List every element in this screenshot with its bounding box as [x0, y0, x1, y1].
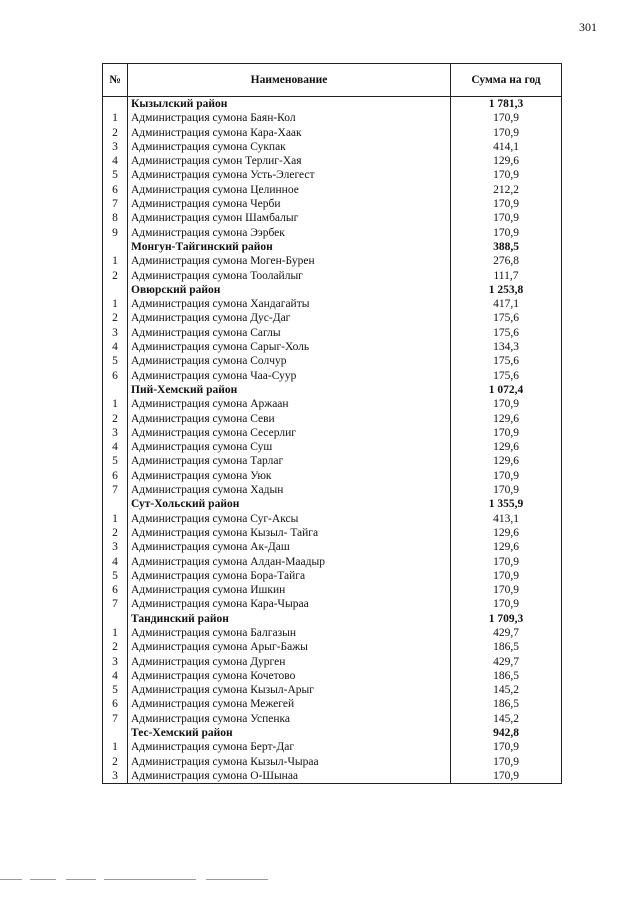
row-sum: 170,9: [451, 168, 562, 182]
row-name: Администрация сумона Балгазын: [128, 626, 451, 640]
row-number: 2: [103, 126, 128, 140]
row-name: Сут-Хольский район: [128, 497, 451, 511]
row-name: Администрация сумона Успенка: [128, 712, 451, 726]
row-sum: 1 709,3: [451, 612, 562, 626]
row-number: 4: [103, 440, 128, 454]
row-number: 1: [103, 626, 128, 640]
table-row: [103, 440, 562, 454]
table-row: [103, 597, 562, 611]
row-name: Администрация сумона Баян-Кол: [128, 111, 451, 125]
table-row: [103, 211, 562, 225]
table-row: [103, 626, 562, 640]
row-sum: 129,6: [451, 440, 562, 454]
row-number: 6: [103, 583, 128, 597]
row-name: Администрация сумона Суг-Аксы: [128, 512, 451, 526]
table-row: [103, 569, 562, 583]
row-name: Администрация сумона Тарлаг: [128, 454, 451, 468]
table-row: [103, 140, 562, 154]
row-name: Администрация сумона Кызыл-Чыраа: [128, 755, 451, 769]
row-sum: 129,6: [451, 154, 562, 168]
row-sum: 170,9: [451, 226, 562, 240]
row-sum: 186,5: [451, 697, 562, 711]
row-sum: 942,8: [451, 726, 562, 740]
row-sum: 170,9: [451, 555, 562, 569]
row-number: 2: [103, 269, 128, 283]
table-row: [103, 540, 562, 554]
row-number: 1: [103, 254, 128, 268]
row-number: 9: [103, 226, 128, 240]
row-name: Администрация сумона Суш: [128, 440, 451, 454]
header-row: [103, 64, 562, 97]
row-name: Кызылский район: [128, 97, 451, 112]
row-sum: 175,6: [451, 326, 562, 340]
row-number: 7: [103, 597, 128, 611]
row-sum: 170,9: [451, 483, 562, 497]
row-number: [103, 726, 128, 740]
row-name: Администрация сумон Терлиг-Хая: [128, 154, 451, 168]
district-row: [103, 383, 562, 397]
row-name: Администрация сумона Арыг-Бажы: [128, 640, 451, 654]
table-row: [103, 469, 562, 483]
row-name: Администрация сумона Берт-Даг: [128, 740, 451, 754]
row-name: Администрация сумона Сесерлиг: [128, 426, 451, 440]
row-number: 3: [103, 769, 128, 784]
row-name: Администрация сумона Черби: [128, 197, 451, 211]
row-name: Администрация сумона Хадын: [128, 483, 451, 497]
row-name: Администрация сумона Саглы: [128, 326, 451, 340]
table-row: [103, 311, 562, 325]
table-row: [103, 755, 562, 769]
district-row: [103, 283, 562, 297]
row-sum: 1 781,3: [451, 97, 562, 112]
row-number: [103, 240, 128, 254]
row-name: Администрация сумона Севи: [128, 412, 451, 426]
row-number: 3: [103, 540, 128, 554]
table-row: [103, 397, 562, 411]
row-number: [103, 383, 128, 397]
table-row: [103, 154, 562, 168]
table-row: [103, 555, 562, 569]
row-sum: 1 355,9: [451, 497, 562, 511]
row-name: Администрация сумона Ак-Даш: [128, 540, 451, 554]
row-number: 1: [103, 512, 128, 526]
page-number: 301: [579, 20, 597, 34]
table-row: [103, 297, 562, 311]
row-sum: 170,9: [451, 569, 562, 583]
row-number: 2: [103, 755, 128, 769]
row-number: 6: [103, 697, 128, 711]
row-name: Администрация сумона О-Шынаа: [128, 769, 451, 784]
row-number: 2: [103, 311, 128, 325]
row-name: Администрация сумона Кочетово: [128, 669, 451, 683]
header-number: №: [103, 64, 128, 97]
row-number: 7: [103, 712, 128, 726]
row-sum: 170,9: [451, 755, 562, 769]
table-row: [103, 655, 562, 669]
row-name: Администрация сумона Кызыл- Тайга: [128, 526, 451, 540]
row-name: Администрация сумона Сарыг-Холь: [128, 340, 451, 354]
row-sum: 129,6: [451, 540, 562, 554]
table-row: [103, 526, 562, 540]
row-name: Администрация сумона Сукпак: [128, 140, 451, 154]
row-sum: 129,6: [451, 454, 562, 468]
header-sum: Сумма на год: [451, 64, 562, 97]
row-sum: 276,8: [451, 254, 562, 268]
table-row: [103, 454, 562, 468]
row-number: 3: [103, 655, 128, 669]
row-sum: 170,9: [451, 583, 562, 597]
row-name: Администрация сумона Кара-Хаак: [128, 126, 451, 140]
row-sum: 388,5: [451, 240, 562, 254]
row-name: Администрация сумона Бора-Тайга: [128, 569, 451, 583]
row-sum: 129,6: [451, 412, 562, 426]
table-row: [103, 683, 562, 697]
scan-footer-line: [0, 879, 639, 881]
table-row: [103, 412, 562, 426]
row-number: 8: [103, 211, 128, 225]
table-row: [103, 512, 562, 526]
row-name: Администрация сумона Хандагайты: [128, 297, 451, 311]
row-number: 6: [103, 469, 128, 483]
row-name: Администрация сумона Межегей: [128, 697, 451, 711]
row-number: 4: [103, 154, 128, 168]
row-sum: 413,1: [451, 512, 562, 526]
row-number: 1: [103, 397, 128, 411]
row-sum: 429,7: [451, 626, 562, 640]
table-row: [103, 712, 562, 726]
district-row: [103, 497, 562, 511]
row-sum: 414,1: [451, 140, 562, 154]
row-name: Администрация сумона Уюк: [128, 469, 451, 483]
row-number: 7: [103, 197, 128, 211]
table-row: [103, 183, 562, 197]
row-sum: 175,6: [451, 311, 562, 325]
table-header: [103, 64, 562, 97]
table-row: [103, 254, 562, 268]
row-sum: 145,2: [451, 712, 562, 726]
table-row: [103, 269, 562, 283]
row-name: Монгун-Тайгинский район: [128, 240, 451, 254]
district-row: [103, 240, 562, 254]
table-row: [103, 669, 562, 683]
budget-table: [102, 63, 562, 784]
row-sum: 417,1: [451, 297, 562, 311]
table-row: [103, 369, 562, 383]
table-row: [103, 197, 562, 211]
row-name: Администрация сумона Тоолайлыг: [128, 269, 451, 283]
row-name: Администрация сумона Дус-Даг: [128, 311, 451, 325]
row-number: 5: [103, 454, 128, 468]
row-sum: 170,9: [451, 740, 562, 754]
table-row: [103, 111, 562, 125]
table-row: [103, 740, 562, 754]
row-sum: 170,9: [451, 197, 562, 211]
row-number: [103, 612, 128, 626]
row-name: Администрация сумон Шамбалыг: [128, 211, 451, 225]
row-sum: 175,6: [451, 369, 562, 383]
table-row: [103, 226, 562, 240]
header-name: Наименование: [128, 64, 451, 97]
table-row: [103, 340, 562, 354]
row-sum: 212,2: [451, 183, 562, 197]
table-row: [103, 583, 562, 597]
row-number: [103, 497, 128, 511]
row-name: Администрация сумона Солчур: [128, 354, 451, 368]
row-number: 6: [103, 183, 128, 197]
row-sum: 170,9: [451, 211, 562, 225]
row-name: Администрация сумона Кызыл-Арыг: [128, 683, 451, 697]
row-sum: 170,9: [451, 397, 562, 411]
row-name: Администрация сумона Кара-Чыраа: [128, 597, 451, 611]
row-number: 2: [103, 640, 128, 654]
row-number: 2: [103, 526, 128, 540]
row-number: [103, 97, 128, 112]
district-row: [103, 97, 562, 112]
row-number: 2: [103, 412, 128, 426]
table-body: [103, 97, 562, 784]
row-name: Тес-Хемский район: [128, 726, 451, 740]
row-name: Овюрский район: [128, 283, 451, 297]
table-row: [103, 483, 562, 497]
table-row: [103, 326, 562, 340]
row-sum: 170,9: [451, 769, 562, 784]
row-number: 1: [103, 297, 128, 311]
table-row: [103, 168, 562, 182]
row-sum: 170,9: [451, 111, 562, 125]
row-number: 3: [103, 326, 128, 340]
row-sum: 186,5: [451, 669, 562, 683]
row-name: Тандинский район: [128, 612, 451, 626]
row-sum: 129,6: [451, 526, 562, 540]
row-name: Администрация сумона Дурген: [128, 655, 451, 669]
row-number: 1: [103, 740, 128, 754]
row-sum: 429,7: [451, 655, 562, 669]
row-sum: 170,9: [451, 469, 562, 483]
row-sum: 175,6: [451, 354, 562, 368]
row-number: 4: [103, 669, 128, 683]
table-row: [103, 697, 562, 711]
row-sum: 111,7: [451, 269, 562, 283]
row-number: 5: [103, 683, 128, 697]
row-sum: 1 072,4: [451, 383, 562, 397]
row-name: Администрация сумона Алдан-Маадыр: [128, 555, 451, 569]
row-name: Администрация сумона Аржаан: [128, 397, 451, 411]
row-name: Администрация сумона Усть-Элегест: [128, 168, 451, 182]
row-name: Администрация сумона Чаа-Суур: [128, 369, 451, 383]
row-name: Администрация сумона Ээрбек: [128, 226, 451, 240]
district-row: [103, 612, 562, 626]
table-row: [103, 640, 562, 654]
row-name: Администрация сумона Ишкин: [128, 583, 451, 597]
row-sum: 170,9: [451, 426, 562, 440]
row-sum: 145,2: [451, 683, 562, 697]
row-number: 7: [103, 483, 128, 497]
row-number: 3: [103, 426, 128, 440]
row-sum: 170,9: [451, 597, 562, 611]
row-number: 4: [103, 340, 128, 354]
district-row: [103, 726, 562, 740]
row-number: 3: [103, 140, 128, 154]
row-number: 4: [103, 555, 128, 569]
table-row: [103, 126, 562, 140]
row-sum: 186,5: [451, 640, 562, 654]
row-number: 5: [103, 168, 128, 182]
row-sum: 170,9: [451, 126, 562, 140]
row-number: 6: [103, 369, 128, 383]
row-sum: 134,3: [451, 340, 562, 354]
table-row: [103, 354, 562, 368]
row-number: 5: [103, 354, 128, 368]
row-name: Пий-Хемский район: [128, 383, 451, 397]
row-number: [103, 283, 128, 297]
table-row: [103, 426, 562, 440]
row-name: Администрация сумона Моген-Бурен: [128, 254, 451, 268]
row-number: 1: [103, 111, 128, 125]
row-number: 5: [103, 569, 128, 583]
table-row: [103, 769, 562, 784]
row-name: Администрация сумона Целинное: [128, 183, 451, 197]
row-sum: 1 253,8: [451, 283, 562, 297]
